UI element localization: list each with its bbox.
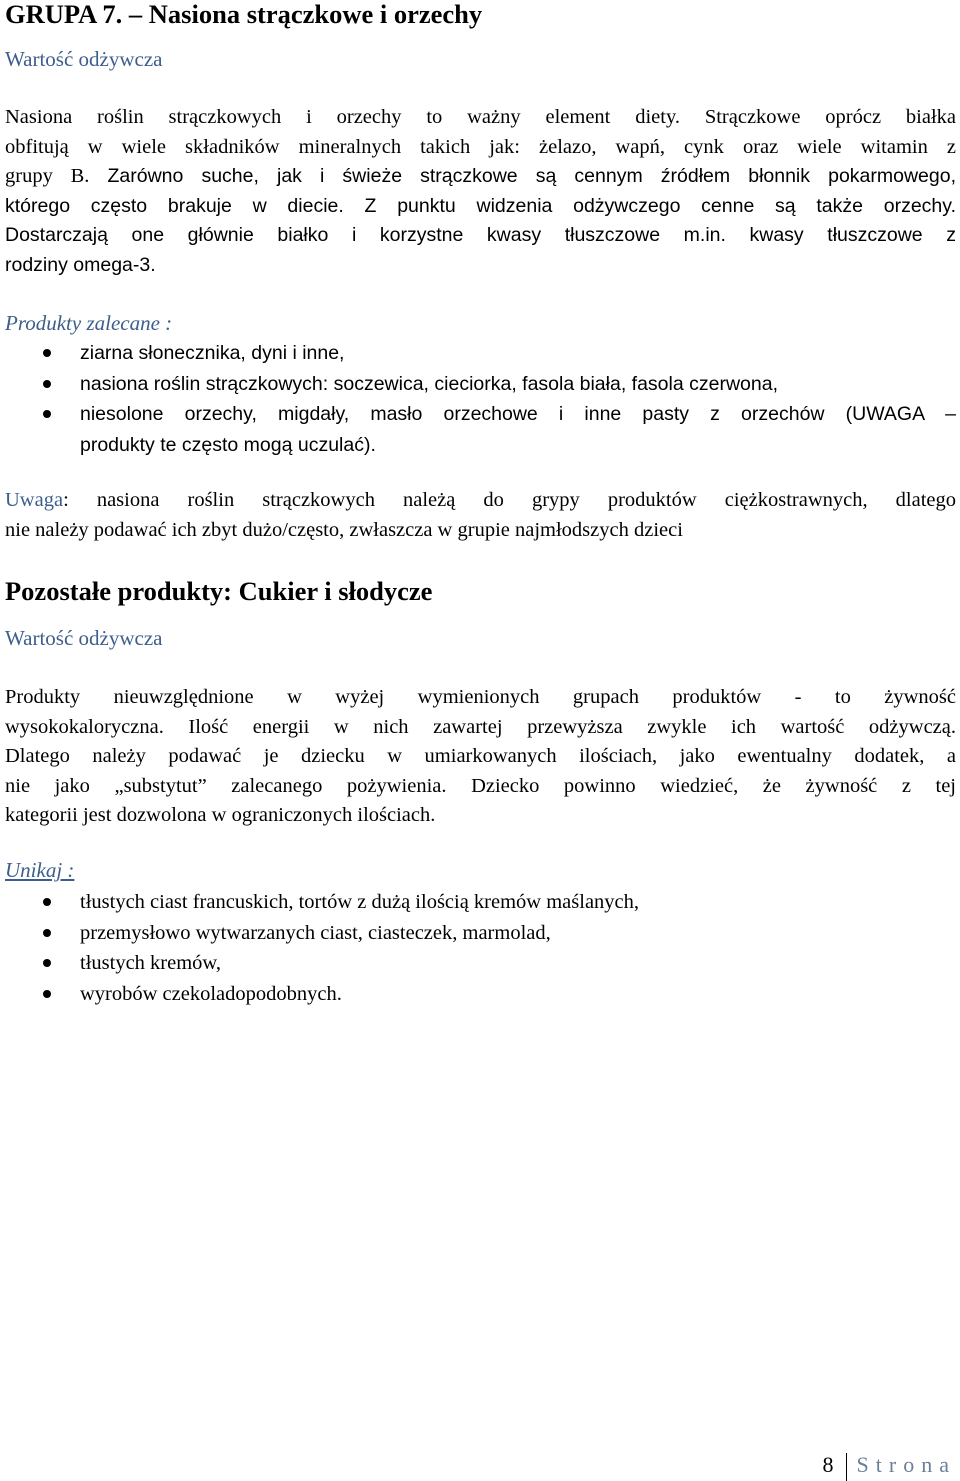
bullet-icon xyxy=(43,349,51,357)
page-number: 8 xyxy=(822,1452,834,1477)
bullet-icon xyxy=(43,929,51,937)
intro-line-sans: Zarówno suche, jak i świeże strączkowe są cennym źródłem błonnik pokarmowego, xyxy=(89,165,957,187)
group-7-title: GRUPA 7. – Nasiona strączkowe i orzechy xyxy=(5,0,483,29)
avoid-list xyxy=(5,887,956,1009)
bullet-icon xyxy=(43,990,51,998)
intro-line: rodziny omega-3. xyxy=(5,253,156,276)
list-item xyxy=(5,979,956,1010)
other-products-title: Pozostałe produkty: Cukier i słodycze xyxy=(5,576,433,606)
nutritional-value-heading-2: Wartość odżywcza xyxy=(5,626,163,650)
list-item-text: przemysłowo wytwarzanych ciast, ciasteczek, marmolad, xyxy=(80,921,551,944)
list-item xyxy=(5,399,956,460)
warning-line: nie należy podawać ich zbyt dużo/często, zwłaszcza w grupie najmłodszych dzieci xyxy=(5,518,683,541)
text-line: Produkty nieuwzględnione w wyżej wymienionych grupach produktów - to żywność xyxy=(5,686,956,708)
list-item-text: niesolone orzechy, migdały, masło orzechowe i inne pasty z orzechów (UWAGA – xyxy=(80,403,956,425)
list-item-text: produkty te często mogą uczulać). xyxy=(80,433,376,456)
nutritional-value-heading: Wartość odżywcza xyxy=(5,47,163,71)
text-line: wysokokaloryczna. Ilość energii w nich zawartej przewyższa zwykle ich wartość odżywczą. xyxy=(5,715,956,738)
page-footer xyxy=(823,1450,956,1481)
text-line: kategorii jest dozwolona w ograniczonych ilościach. xyxy=(5,804,436,826)
bullet-icon xyxy=(43,898,51,906)
page-label: Strona xyxy=(856,1452,956,1477)
list-item xyxy=(5,369,956,400)
bullet-icon xyxy=(43,410,51,418)
list-item-text: wyrobów czekoladopodobnych. xyxy=(80,982,342,1005)
bullet-icon xyxy=(43,380,51,388)
warning-text: : nasiona roślin strączkowych należą do grypy produktów ciężkostrawnych, dlatego xyxy=(63,489,956,511)
list-item xyxy=(5,338,956,369)
other-products-paragraph xyxy=(5,683,956,831)
list-item-text: nasiona roślin strączkowych: soczewica, cieciorka, fasola biała, fasola czerwona, xyxy=(80,372,778,395)
intro-line: obfitują w wiele składników mineralnych takich jak: żelazo, wapń, cynk oraz wiele witamin z xyxy=(5,135,956,158)
text-line: nie jako „substytut” zalecanego pożywienia. Dziecko powinno wiedzieć, że żywność z tej xyxy=(5,774,956,797)
footer-divider xyxy=(846,1453,847,1481)
recommended-products-list xyxy=(5,338,956,460)
list-item xyxy=(5,887,956,918)
warning-paragraph xyxy=(5,486,956,545)
recommended-products-heading: Produkty zalecane : xyxy=(5,311,173,335)
warning-label: Uwaga xyxy=(5,489,64,511)
group-7-intro-paragraph xyxy=(5,103,956,280)
intro-line: Nasiona roślin strączkowych i orzechy to ważny element diety. Strączkowe oprócz białka xyxy=(5,106,956,128)
list-item-text: ziarna słonecznika, dyni i inne, xyxy=(80,342,345,364)
avoid-heading: Unikaj : xyxy=(5,858,75,882)
intro-line: Dostarczają one głównie białko i korzystne kwasy tłuszczowe m.in. kwasy tłuszczowe z xyxy=(5,224,956,246)
text-line: Dlatego należy podawać je dziecku w umiarkowanych ilościach, jako ewentualny dodatek, a xyxy=(5,745,956,767)
list-item xyxy=(5,948,956,979)
bullet-icon xyxy=(43,959,51,967)
warning-line xyxy=(5,486,956,516)
intro-line-mixed xyxy=(5,162,956,192)
list-item-text: tłustych ciast francuskich, tortów z dużą ilością kremów maślanych, xyxy=(80,891,640,913)
intro-line: którego często brakuje w diecie. Z punktu widzenia odżywczego cenne są także orzechy. xyxy=(5,194,956,217)
list-item-text: tłustych kremów, xyxy=(80,952,222,974)
intro-line-serif: grupy B. xyxy=(5,165,90,187)
list-item xyxy=(5,918,956,949)
